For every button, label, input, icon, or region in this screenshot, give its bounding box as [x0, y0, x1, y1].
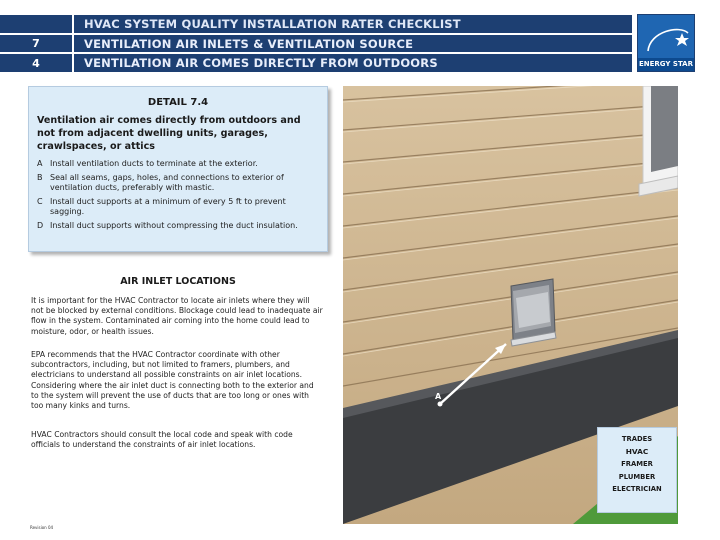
inlet-paragraph: It is important for the HVAC Contractor to locate air inlets where they will not be blocked by external conditions. Blockage could lead to inadequate air flow in the system. Contaminated air coming into the home could lead to moisture, odor, or health issues. [31, 296, 323, 336]
trades-box [597, 427, 677, 513]
item-text: Seal all seams, gaps, holes, and connections to exterior of ventilation ducts, preferably with mastic. [50, 172, 284, 192]
trade-item: ELECTRICIAN [612, 485, 662, 493]
footer-revision: Revision 04 [30, 525, 54, 530]
trade-item: HVAC [625, 446, 649, 456]
item-text: Install ventilation ducts to terminate at the exterior. [50, 159, 258, 168]
item-number: 4 [0, 54, 72, 72]
item-letter: B [37, 172, 43, 182]
item-text: Install duct supports at a minimum of every 5 ft to prevent sagging. [50, 196, 286, 216]
detail-title: DETAIL 7.4 [147, 97, 209, 108]
detail-list [37, 159, 319, 231]
list-item [37, 173, 319, 194]
trade-item: PLUMBER [618, 472, 656, 481]
section-number: 7 [0, 35, 72, 52]
detail-box [28, 86, 328, 252]
trade-item: FRAMER [621, 460, 653, 468]
item-text: Install duct supports without compressing the duct insulation. [50, 220, 298, 230]
title-spacer [0, 15, 72, 33]
item-letter: A [37, 159, 43, 168]
energy-star-wordmark: ENERGY STAR [638, 58, 694, 71]
section-title: VENTILATION AIR INLETS & VENTILATION SOURCE [74, 35, 632, 52]
inlet-paragraph: HVAC Contractors should consult the local code and speak with code officials to understand the constraints of air inlet locations. [31, 430, 293, 450]
section-row [0, 34, 632, 52]
energy-star-logo [637, 14, 695, 72]
item-title: VENTILATION AIR COMES DIRECTLY FROM OUTDOORS [74, 54, 632, 72]
checklist-title: HVAC SYSTEM QUALITY INSTALLATION RATER CHECKLIST [74, 15, 632, 33]
item-letter: C [37, 196, 43, 206]
list-item [37, 221, 319, 232]
list-item [37, 197, 319, 218]
checklist-title-row [0, 15, 632, 33]
energy-star-arc-icon [644, 23, 690, 55]
item-row [0, 53, 632, 72]
inlet-title: AIR INLET LOCATIONS [120, 276, 236, 287]
callout-label-a: A [435, 392, 442, 401]
detail-lead: Ventilation air comes directly from outdoors and not from adjacent dwelling units, garages, crawlspaces, or attics [37, 115, 301, 152]
inlet-paragraph: EPA recommends that the HVAC Contractor coordinate with other subcontractors, including, but not limited to framers, plumbers, and electricians to understand all possible constraints on air inlet locations. Considering where the air inlet duct is connecting both to the exterior and to the system will prevent the use of ducts that are too long or ones with too many kinks and turns. [31, 350, 314, 411]
trades-heading: TRADES [621, 435, 653, 443]
list-item [37, 159, 319, 170]
item-letter: D [37, 220, 44, 230]
